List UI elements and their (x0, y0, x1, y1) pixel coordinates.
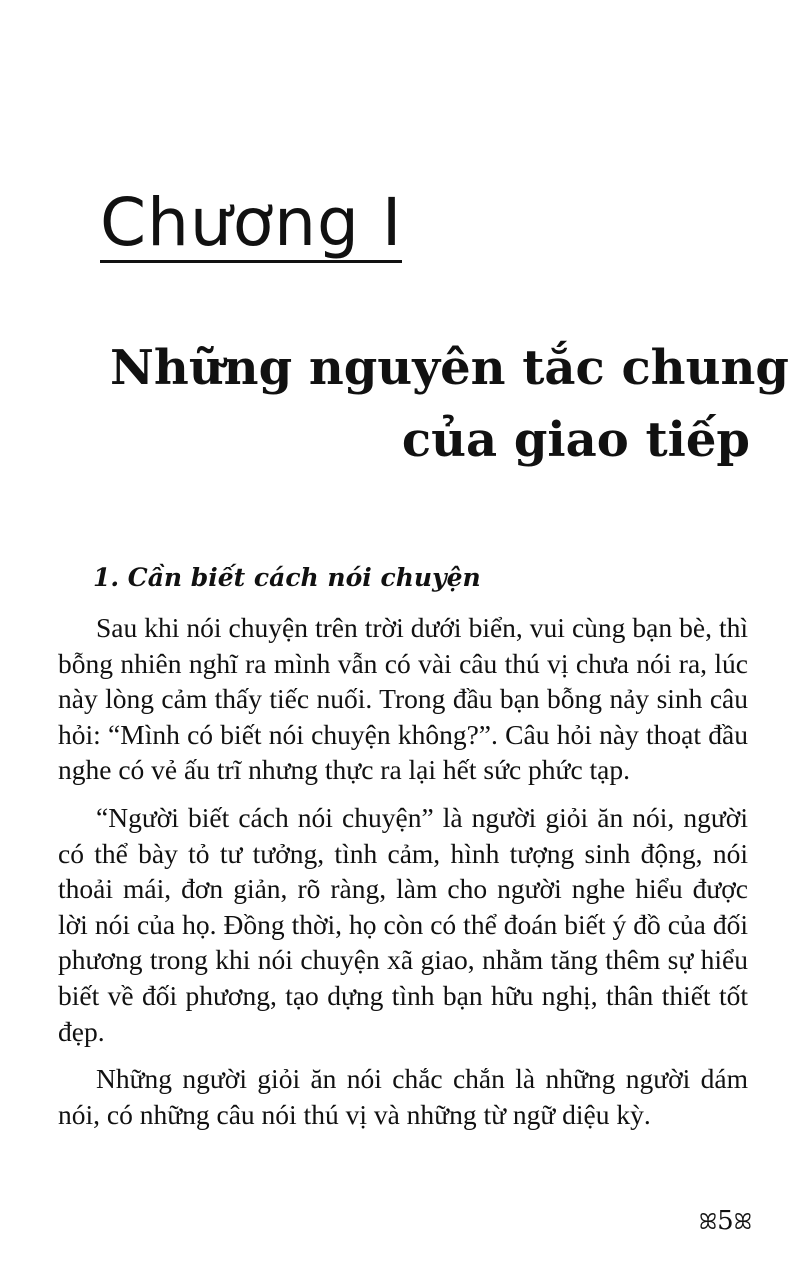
ornament-left-icon: ꕤ (698, 1210, 718, 1235)
section-heading: 1. Cần biết cách nói chuyện (93, 563, 481, 592)
chapter-title (110, 332, 789, 476)
chapter-label: Chương I (100, 184, 403, 261)
paragraph: Những người giỏi ăn nói chắc chắn là những người dám nói, có những câu nói thú vị và những từ ngữ diệu kỳ. (58, 1063, 748, 1130)
ornament-right-icon: ꕤ (733, 1210, 752, 1235)
page-number-value: 5 (717, 1206, 734, 1236)
chapter-title-line-2: của giao tiếp (401, 412, 750, 468)
paragraph: “Người biết cách nói chuyện” là người giỏi ăn nói, người có thể bày tỏ tư tưởng, tình cảm, hình tượng sinh động, nói thoải mái, đơn giản, rõ ràng, làm cho người nghe hiểu được lời nói của họ. Đồng thời, họ còn có thể đoán biết ý đồ của đối phương trong khi nói chuyện xã giao, nhằm tăng thêm sự hiểu biết về đối phương, tạo dựng tình bạn hữu nghị, thân thiết tốt đẹp. (58, 801, 748, 1047)
chapter-title-line-1: Những nguyên tắc chung (110, 340, 789, 396)
page-number (699, 1208, 752, 1234)
paragraph: Sau khi nói chuyện trên trời dưới biển, vui cùng bạn bè, thì bỗng nhiên nghĩ ra mình vẫn có vài câu thú vị chưa nói ra, lúc này lòng cảm thấy tiếc nuối. Trong đầu bạn bỗng nảy sinh câu hỏi: “Mình có biết nói chuyện không?”. Câu hỏi này thoạt đầu nghe có vẻ ấu trĩ nhưng thực ra lại hết sức phức tạp. (58, 612, 748, 786)
body-text (58, 610, 748, 1144)
